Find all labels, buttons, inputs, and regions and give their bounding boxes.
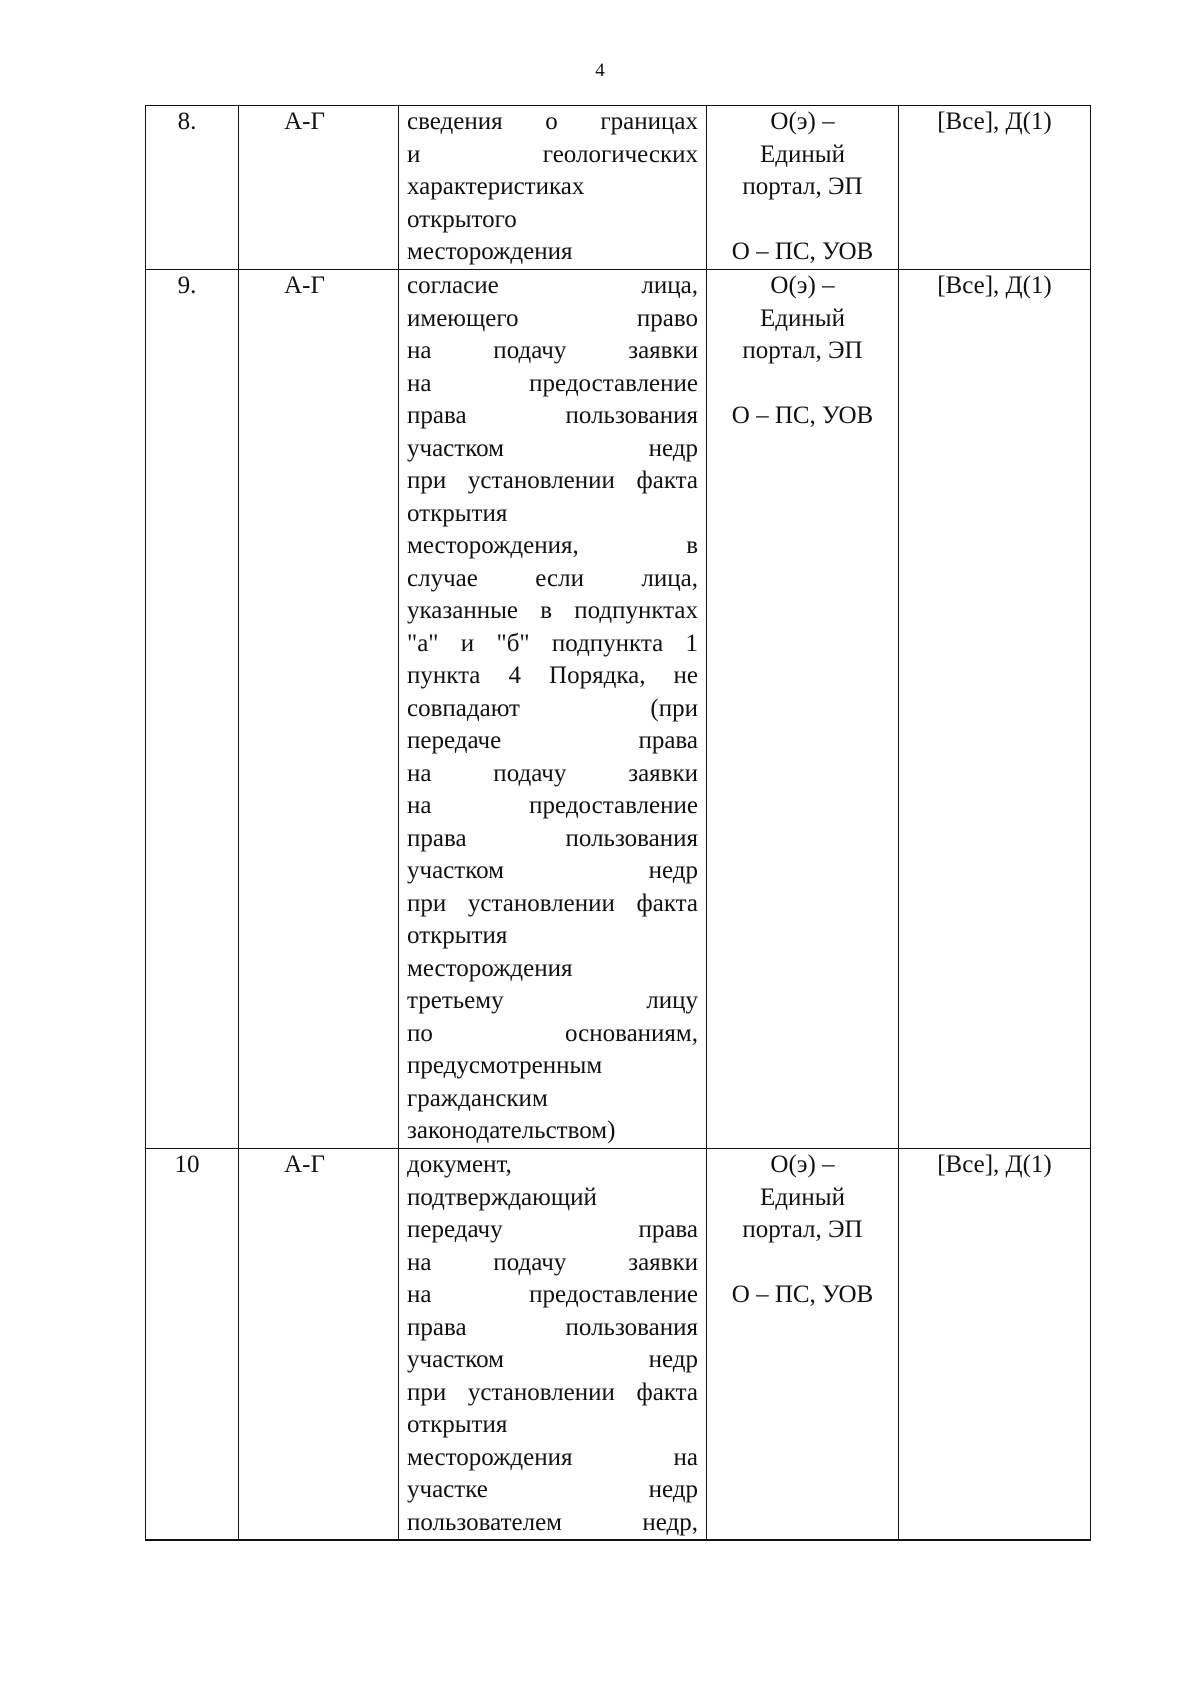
row-description bbox=[399, 270, 707, 1149]
table-row bbox=[146, 270, 1091, 1149]
row-number: 8. bbox=[177, 108, 197, 135]
table-row bbox=[146, 106, 1091, 270]
description-line: при установлении факта bbox=[407, 889, 698, 917]
form-line: О(э) – bbox=[770, 272, 835, 299]
form-line: О(э) – bbox=[770, 1151, 835, 1178]
description-line: месторождения bbox=[407, 238, 573, 265]
row-number-cell bbox=[146, 270, 239, 1149]
form-line: портал, ЭП bbox=[742, 1216, 863, 1243]
form-line: Единый bbox=[760, 140, 845, 168]
description-line: участком недр bbox=[407, 1346, 698, 1373]
description-line: права пользования bbox=[407, 1313, 698, 1341]
description-line: "а" и "б" подпункта 1 bbox=[407, 629, 698, 657]
row-applicants: [Все], Д(1) bbox=[899, 270, 1091, 1149]
description-line: и геологических bbox=[407, 140, 698, 168]
form-line: О – ПС, УОВ bbox=[731, 402, 874, 429]
description-line: на предоставление bbox=[407, 369, 698, 397]
row-number: 9. bbox=[177, 272, 197, 299]
table-row bbox=[146, 1149, 1091, 1541]
description-line: согласие лица, bbox=[407, 272, 698, 299]
form-line: О – ПС, УОВ bbox=[731, 1281, 874, 1308]
description-line: имеющего право bbox=[407, 304, 698, 332]
row-code-cell bbox=[239, 270, 399, 1149]
description-line: участком недр bbox=[407, 434, 698, 462]
form-line: О(э) – bbox=[770, 108, 835, 135]
description-line: при установлении факта bbox=[407, 1378, 698, 1406]
row-number-cell bbox=[146, 1149, 239, 1541]
description-line: сведения о границах bbox=[407, 108, 698, 135]
description-line: участке недр bbox=[407, 1476, 698, 1503]
form-spacer bbox=[715, 368, 890, 401]
documents-table bbox=[145, 105, 1091, 1541]
row-description bbox=[399, 1149, 707, 1541]
description-line: на предоставление bbox=[407, 1281, 698, 1308]
form-line: портал, ЭП bbox=[742, 173, 863, 200]
description-line: месторождения, в bbox=[407, 532, 698, 559]
description-line: права пользования bbox=[407, 402, 698, 429]
description-line: месторождения bbox=[407, 954, 573, 982]
description-line: открытия bbox=[407, 1411, 508, 1438]
form-spacer bbox=[715, 204, 890, 237]
description-line: открытого bbox=[407, 205, 517, 233]
row-submission-form bbox=[707, 1149, 899, 1541]
form-line: портал, ЭП bbox=[742, 337, 863, 364]
description-line: пункта 4 Порядка, не bbox=[407, 662, 698, 689]
row-code-cell bbox=[239, 106, 399, 270]
description-line: документ, bbox=[407, 1151, 512, 1178]
description-line: подтверждающий bbox=[407, 1183, 597, 1211]
form-line: О – ПС, УОВ bbox=[731, 238, 874, 265]
description-line: на подачу заявки bbox=[407, 759, 698, 787]
row-code-cell bbox=[239, 1149, 399, 1541]
description-line: указанные в подпунктах bbox=[407, 597, 698, 624]
description-line: месторождения на bbox=[407, 1443, 698, 1471]
description-line: передачу права bbox=[407, 1216, 698, 1243]
form-line: Единый bbox=[760, 304, 845, 332]
row-submission-form bbox=[707, 106, 899, 270]
row-applicants: [Все], Д(1) bbox=[899, 106, 1091, 270]
row-number-cell bbox=[146, 106, 239, 270]
description-line: на подачу заявки bbox=[407, 1248, 698, 1276]
row-description bbox=[399, 106, 707, 270]
description-line: случае если лица, bbox=[407, 564, 698, 592]
description-line: открытия bbox=[407, 499, 508, 527]
description-line: совпадают (при bbox=[407, 694, 698, 722]
description-line: законодательством) bbox=[407, 1117, 616, 1144]
row-number: 10 bbox=[174, 1151, 200, 1178]
form-spacer bbox=[715, 1247, 890, 1280]
row-applicants: [Все], Д(1) bbox=[899, 1149, 1091, 1541]
form-line: Единый bbox=[760, 1183, 845, 1211]
row-code: А-Г bbox=[284, 1151, 325, 1178]
description-line: открытия bbox=[407, 922, 508, 949]
description-line: передаче права bbox=[407, 727, 698, 754]
row-code: А-Г bbox=[284, 108, 325, 135]
description-line: на предоставление bbox=[407, 792, 698, 819]
page-number: 4 bbox=[595, 60, 605, 81]
description-line: на подачу заявки bbox=[407, 337, 698, 364]
description-line: третьему лицу bbox=[407, 987, 698, 1014]
description-line: гражданским bbox=[407, 1084, 548, 1112]
description-line: при установлении факта bbox=[407, 467, 698, 494]
description-line: предусмотренным bbox=[407, 1052, 603, 1079]
description-line: права пользования bbox=[407, 824, 698, 852]
description-line: характеристиках bbox=[407, 173, 585, 200]
description-line: участком недр bbox=[407, 857, 698, 884]
row-submission-form bbox=[707, 270, 899, 1149]
row-code: А-Г bbox=[284, 272, 325, 299]
description-line: пользователем недр, bbox=[407, 1508, 698, 1536]
description-line: по основаниям, bbox=[407, 1019, 698, 1047]
table-body bbox=[146, 106, 1091, 1541]
